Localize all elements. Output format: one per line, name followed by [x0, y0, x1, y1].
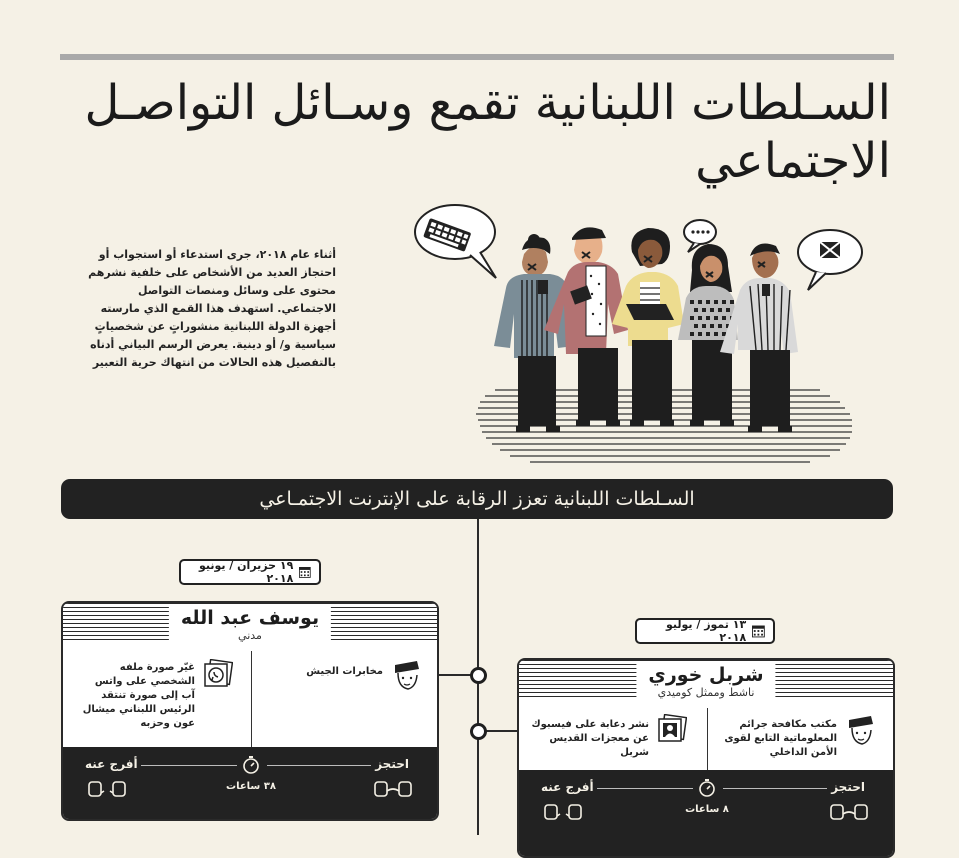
page-title: السـلطات اللبنانية تقمع وسـائل التواصـل الاجتماعي	[84, 75, 891, 189]
case-2-footer	[519, 770, 893, 858]
case-2-released-label: أفرج عنه	[541, 780, 594, 794]
case-1-released-label: أفرج عنه	[85, 757, 138, 771]
case-1-detained-label: احتجز	[375, 757, 409, 771]
case-2-date	[635, 618, 775, 644]
footer-line-left	[141, 765, 237, 766]
case-2-date-text: ١٣ تموز / يوليو ٢٠١٨	[665, 618, 747, 644]
handcuffs-icon	[829, 802, 869, 822]
connector-2	[484, 730, 518, 732]
case-1-footer	[63, 747, 437, 819]
handcuffs-icon	[373, 779, 413, 799]
stopwatch-icon	[241, 755, 261, 775]
calendar-icon	[752, 624, 765, 638]
top-rule	[60, 54, 894, 60]
case-card-2	[517, 658, 895, 858]
people-illustration	[400, 200, 870, 470]
case-1-authority: مخابرات الجيش	[306, 666, 383, 677]
case-2-name: شربل خوري	[648, 664, 764, 686]
calendar-icon	[299, 565, 311, 579]
case-1-reason: غيّر صورة ملفه الشخصي على واتس آب إلى صورة تنتقد الرئيس اللبناني ميشال عون وحزبه	[82, 662, 195, 729]
intro-paragraph: أثناء عام ٢٠١٨، جرى استدعاء أو استجواب أو احتجاز العديد من الأشخاص على خلفية نشرهم محتوى على وسائل ومنصات التواصل الاجتماعي. استهدف هذا القمع الذي مارسته أجهزة الدولة اللبنانية منشوراتٍ عن شخصياتٍ سياسية و/ أو دينية. يعرض الرسم البياني أدناه بالتفصيل هذه الحالات من انتهاك حرية التعبير	[88, 248, 336, 369]
saint-photo-icon	[657, 714, 687, 744]
footer-line-right	[723, 788, 827, 789]
case-2-name-box	[636, 664, 775, 700]
timeline-node-2	[470, 723, 487, 740]
censored-bubble-icon	[798, 230, 862, 290]
footer-line-right	[267, 765, 371, 766]
whatsapp-photo-icon	[203, 659, 233, 689]
card-divider	[251, 651, 252, 751]
timeline-node-1	[470, 667, 487, 684]
case-2-authority: مكتب مكافحة جرائم المعلوماتية التابع لقوى الأمن الداخلي	[724, 719, 837, 758]
case-1-role: مدني	[238, 629, 262, 642]
case-2-detained-label: احتجز	[831, 780, 865, 794]
officer-icon	[845, 714, 875, 748]
case-1-date	[179, 559, 321, 585]
keyboard-bubble-icon	[415, 205, 496, 278]
case-1-date-text: ١٩ حزيران / يونيو ٢٠١٨	[198, 559, 294, 585]
freed-hands-icon	[543, 802, 583, 822]
footer-line-left	[597, 788, 693, 789]
case-1-duration: ٣٨ ساعات	[226, 781, 276, 792]
freed-hands-icon	[87, 779, 127, 799]
case-1-name: يوسف عبد الله	[180, 607, 320, 629]
case-2-duration: ٨ ساعات	[685, 804, 729, 815]
case-2-role: ناشط وممثل كوميدي	[657, 686, 755, 699]
card-divider	[707, 708, 708, 770]
case-2-reason: نشر دعابة على فيسبوك عن معجزات القديس شربل	[531, 719, 649, 758]
case-card-1	[61, 601, 439, 821]
stopwatch-icon	[697, 778, 717, 798]
officer-icon	[391, 659, 421, 693]
connector-1	[439, 674, 472, 676]
banner-title: السـلطات اللبنانية تعزز الرقابة على الإنترنت الاجتمـاعي	[259, 488, 695, 510]
case-1-name-box	[169, 607, 331, 643]
section-banner	[61, 479, 893, 519]
